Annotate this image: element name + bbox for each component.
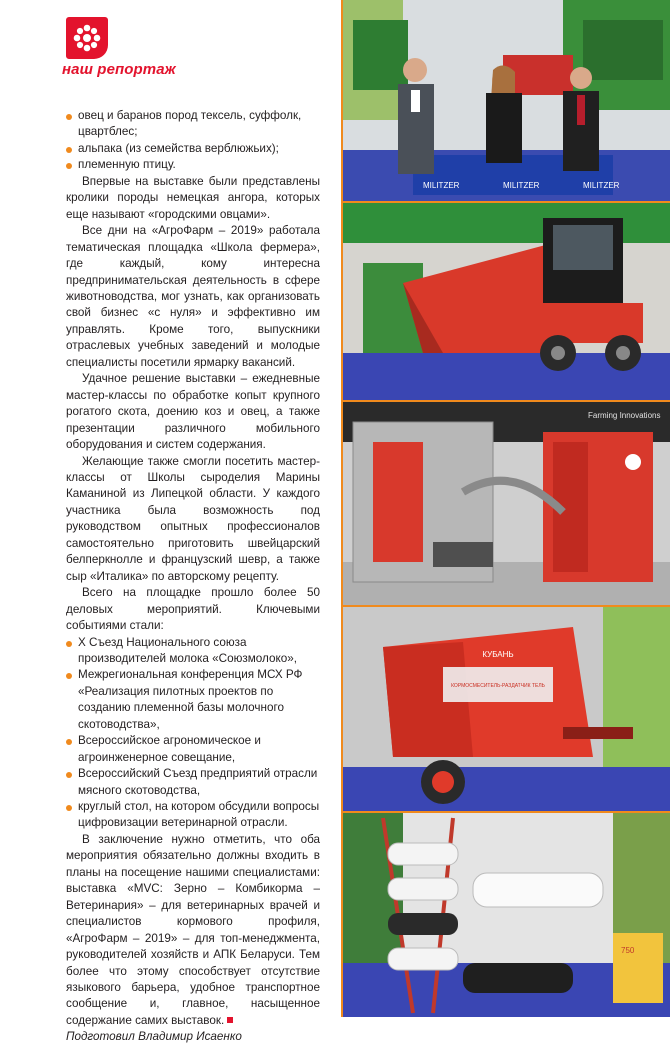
stand-badge: MILITZER [503, 181, 540, 190]
list-item: Всероссийский Съезд предприятий отрасли мясного скотоводства, [66, 766, 320, 799]
bullet-dot-icon [66, 163, 72, 169]
stand-badge: MILITZER [423, 181, 460, 190]
banner-text: Farming Innovations [588, 411, 661, 420]
mixer-brand: КУБАНЬ [482, 650, 514, 659]
flower-logo-icon [66, 17, 108, 59]
stand-badge: MILITZER [583, 181, 620, 190]
product-tag: 750 [621, 946, 635, 955]
bullet-dot-icon [66, 641, 72, 647]
article-body [66, 108, 320, 1046]
section-logo [66, 17, 108, 59]
paragraph: Впервые на выставке были представлены кролики породы немецкая ангора, которых еще называют «городскими овцами». [66, 174, 320, 221]
photo-milking-robot [343, 402, 670, 605]
bullet-dot-icon [66, 147, 72, 153]
author-credit: Подготовил Владимир Исаенко [66, 1030, 242, 1044]
bullet-dot-icon [66, 739, 72, 745]
list-item: Межрегиональная конференция МСХ РФ «Реализация пилотных проектов по созданию племенной базы молочного скотоводства», [66, 667, 320, 733]
list-item: круглый стол, на котором обсудили вопросы цифровизации ветеринарной отрасли. [66, 799, 320, 832]
photo-feed-mixer [343, 203, 670, 400]
bullet-dot-icon [66, 805, 72, 811]
end-mark-icon [227, 1017, 233, 1023]
photo-silage-film [343, 813, 670, 1017]
list-item: X Съезд Национального союза производителей молока «Союзмолоко», [66, 635, 320, 668]
paragraph-closing: В заключение нужно отметить, что оба мероприятия обязательно должны входить в планы на посещение нашими специалистами: выставка «MVC: Зерно – Комбикорма – Ветеринария» – для ветеринарных врачей и специалистов кормового профиля, «АгроФарм – 2019» – для топ-менеджмента, руководителей хозяйств и АПК Беларуси. Тем более что этому способствует отсутствие языкового барьера, удобное транспортное сообщение и, главное, насыщенное содержание самих выставок. [66, 832, 320, 1027]
paragraph: Все дни на «АгроФарм – 2019» работала тематическая площадка «Школа фермера», где каждый, кому интересна предпринимательская деятельность в сфере животноводства, мог узнать, как организовать свой бизнес «с нуля» и эффективно им управлять. Кроме того, выпускники отраслевых учебных заведений и молодые специалисты посетили ярмарку вакансий. [66, 224, 320, 369]
list-item: альпака (из семейства верблюжьих); [66, 141, 320, 157]
section-label: наш репортаж [62, 61, 176, 78]
bullet-dot-icon [66, 673, 72, 679]
bullet-dot-icon [66, 772, 72, 778]
paragraph: Желающие также смогли посетить мастер-классы от Школы сыроделия Марины Каманиной из Липецкой области. У каждого участника была возможность под руководством опытных профессионалов самостоятельно приготовить швейцарский белперкнолле и французский шевр, а также сыр «Италика» по авторскому рецепту. [66, 454, 320, 583]
list-item: племенную птицу. [66, 157, 320, 173]
paragraph: Удачное решение выставки – ежедневные мастер-классы по обработке копыт крупного рогатого скота, доению коз и овец, а также презентации различного мобильного оборудования и систем содержания. [66, 372, 320, 452]
bullet-dot-icon [66, 114, 72, 120]
photo-exhibitors [343, 0, 670, 201]
mixer-label: КОРМОСМЕСИТЕЛЬ-РАЗДАТЧИК ТЕЛЬ [451, 683, 545, 689]
list-item: овец и баранов пород тексель, суффолк, цвартблес; [66, 108, 320, 141]
paragraph: Всего на площадке прошло более 50 деловых мероприятий. Ключевыми событиями стали: [66, 586, 320, 633]
list-item: Всероссийское агрономическое и агроинженерное совещание, [66, 733, 320, 766]
photo-mixer-wagon [343, 607, 670, 811]
photo-column [341, 0, 670, 1017]
